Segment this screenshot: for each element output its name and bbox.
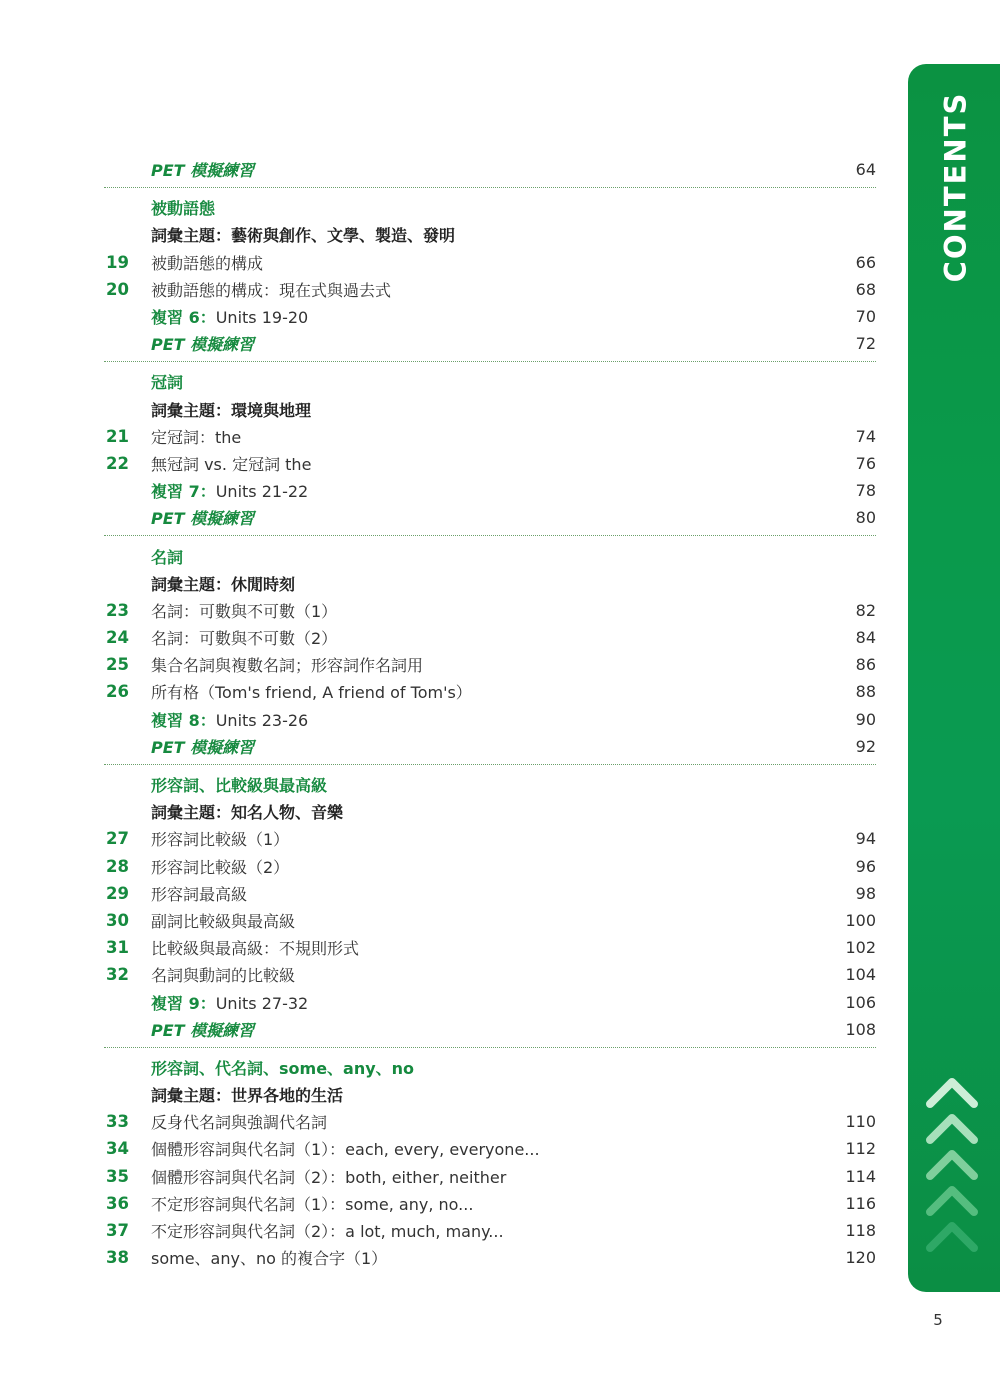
page-ref: 106 [845, 992, 876, 1012]
entry-title: 形容詞比較級（2） [151, 857, 290, 877]
unit-number: 19 [106, 252, 129, 272]
entry-title: 詞彙主題：休閒時刻 [151, 574, 296, 594]
toc-row-pet [104, 330, 876, 357]
entry-title: 定冠詞：the [151, 427, 242, 447]
review-label: 複習 9： [151, 993, 216, 1013]
unit-number: 22 [106, 453, 129, 473]
entry-title: PET 模擬練習 [151, 737, 255, 757]
entry-title: 名詞：可數與不可數（1） [151, 601, 338, 621]
entry-title [151, 991, 816, 1014]
toc-row-unit [104, 934, 876, 961]
toc-row-pet [104, 504, 876, 531]
unit-number: 27 [106, 829, 129, 849]
toc-row-heading [104, 194, 876, 221]
page-ref: 64 [855, 160, 876, 180]
toc-row-heading [104, 542, 876, 569]
review-units: Units 23-26 [215, 710, 309, 730]
entry-title: 詞彙主題：環境與地理 [151, 400, 312, 420]
entry-title: 比較級與最高級：不規則形式 [151, 939, 360, 959]
toc-row-unit [104, 423, 876, 450]
toc-row-unit [104, 1190, 876, 1217]
toc-row-theme [104, 221, 876, 248]
page-ref: 114 [845, 1166, 876, 1186]
toc-row-unit [104, 450, 876, 477]
toc-row-unit [104, 249, 876, 276]
toc-row-unit [104, 1135, 876, 1162]
entry-title: 無冠詞 vs. 定冠詞 the [151, 454, 312, 474]
toc-row-review [104, 988, 876, 1015]
toc-row-unit [104, 651, 876, 678]
entry-title: 詞彙主題：世界各地的生活 [151, 1086, 344, 1106]
unit-number: 34 [106, 1139, 129, 1159]
unit-number: 35 [106, 1166, 129, 1186]
entry-title: PET 模擬練習 [151, 161, 255, 181]
page-ref: 108 [845, 1019, 876, 1039]
page-ref: 72 [855, 334, 876, 354]
toc-row-unit [104, 907, 876, 934]
entry-title: some、any、no 的複合字（1） [151, 1249, 388, 1269]
entry-title: 詞彙主題：知名人物、音樂 [151, 803, 344, 823]
entry-title: 名詞：可數與不可數（2） [151, 629, 338, 649]
unit-number: 30 [106, 910, 129, 930]
toc-section [104, 1054, 876, 1276]
entry-title [151, 305, 816, 328]
entry-title: 個體形容詞與代名詞（1）：each, every, everyone... [151, 1140, 540, 1160]
page-ref: 118 [845, 1221, 876, 1241]
review-label: 複習 8： [151, 710, 216, 730]
toc-row-unit [104, 961, 876, 988]
entry-title [151, 479, 816, 502]
toc-row-unit [104, 678, 876, 705]
entry-title: 形容詞、比較級與最高級 [151, 776, 328, 796]
entry-title: 不定形容詞與代名詞（2）：a lot, much, many... [151, 1222, 504, 1242]
page-ref: 80 [855, 508, 876, 528]
page-ref: 88 [855, 682, 876, 702]
entry-title: 被動語態的構成 [151, 253, 264, 273]
page-ref: 104 [845, 965, 876, 985]
page-ref: 96 [855, 856, 876, 876]
unit-number: 21 [106, 426, 129, 446]
unit-number: 38 [106, 1248, 129, 1268]
toc-row-unit [104, 1163, 876, 1190]
page-ref: 84 [855, 628, 876, 648]
unit-number: 33 [106, 1112, 129, 1132]
page-number: 5 [933, 1311, 943, 1329]
entry-title: 不定形容詞與代名詞（1）：some, any, no... [151, 1194, 474, 1214]
page-ref: 94 [855, 829, 876, 849]
unit-number: 32 [106, 965, 129, 985]
unit-number: 23 [106, 600, 129, 620]
toc-section [104, 156, 876, 188]
entry-title: 名詞 [151, 547, 184, 567]
toc-section [104, 194, 876, 362]
toc-row-unit [104, 1244, 876, 1271]
toc-row-theme [104, 570, 876, 597]
entry-title: PET 模擬練習 [151, 335, 255, 355]
unit-number: 36 [106, 1193, 129, 1213]
review-label: 複習 7： [151, 482, 216, 502]
page-ref: 86 [855, 655, 876, 675]
toc-section [104, 771, 876, 1048]
unit-number: 25 [106, 655, 129, 675]
toc-row-unit [104, 880, 876, 907]
review-label: 複習 6： [151, 308, 216, 328]
page-ref: 78 [855, 481, 876, 501]
entry-title: PET 模擬練習 [151, 1020, 255, 1040]
page-ref: 70 [855, 307, 876, 327]
page-ref: 112 [845, 1139, 876, 1159]
page-ref: 68 [855, 279, 876, 299]
unit-number: 31 [106, 938, 129, 958]
toc-row-theme [104, 1081, 876, 1108]
page-ref: 100 [845, 910, 876, 930]
toc-row-heading [104, 771, 876, 798]
page-ref: 98 [855, 883, 876, 903]
unit-number: 24 [106, 628, 129, 648]
unit-number: 28 [106, 856, 129, 876]
entry-title: 被動語態 [151, 199, 216, 219]
entry-title: 副詞比較級與最高級 [151, 911, 296, 931]
page-ref: 76 [855, 453, 876, 473]
page-ref: 74 [855, 426, 876, 446]
toc-row-heading [104, 1054, 876, 1081]
entry-title: 詞彙主題：藝術與創作、文學、製造、發明 [151, 226, 456, 246]
unit-number: 37 [106, 1221, 129, 1241]
entry-title: 形容詞、代名詞、some、any、no [151, 1058, 415, 1078]
entry-title: 被動語態的構成：現在式與過去式 [151, 280, 392, 300]
contents-tab-label: CONTENTS [938, 91, 972, 282]
toc-row-pet [104, 733, 876, 760]
page-ref: 102 [845, 938, 876, 958]
entry-title: PET 模擬練習 [151, 509, 255, 529]
toc-row-theme [104, 396, 876, 423]
unit-number: 26 [106, 682, 129, 702]
unit-number: 29 [106, 883, 129, 903]
toc-row-unit [104, 1217, 876, 1244]
toc-row-pet [104, 156, 876, 183]
page-ref: 82 [855, 600, 876, 620]
toc-row-unit [104, 853, 876, 880]
entry-title: 個體形容詞與代名詞（2）：both, either, neither [151, 1167, 507, 1187]
entry-title: 反身代名詞與強調代名詞 [151, 1113, 328, 1133]
page-ref: 90 [855, 709, 876, 729]
toc-section [104, 368, 876, 536]
review-units: Units 19-20 [215, 308, 309, 328]
toc-row-heading [104, 368, 876, 395]
entry-title [151, 708, 816, 731]
page-ref: 110 [845, 1112, 876, 1132]
review-units: Units 21-22 [215, 482, 309, 502]
entry-title: 冠詞 [151, 373, 184, 393]
toc-row-review [104, 706, 876, 733]
review-units: Units 27-32 [215, 993, 309, 1013]
toc-row-review [104, 477, 876, 504]
toc-row-pet [104, 1016, 876, 1043]
toc-row-unit [104, 1108, 876, 1135]
page-ref: 116 [845, 1193, 876, 1213]
toc-row-unit [104, 276, 876, 303]
entry-title: 形容詞最高級 [151, 884, 248, 904]
table-of-contents [104, 156, 876, 1281]
toc-section [104, 542, 876, 765]
toc-row-unit [104, 825, 876, 852]
entry-title: 形容詞比較級（1） [151, 830, 290, 850]
page-ref: 120 [845, 1248, 876, 1268]
toc-row-review [104, 303, 876, 330]
unit-number: 20 [106, 279, 129, 299]
contents-tab-title [930, 91, 980, 282]
entry-title: 集合名詞與複數名詞；形容詞作名詞用 [151, 656, 424, 676]
toc-row-unit [104, 597, 876, 624]
toc-row-theme [104, 798, 876, 825]
page-ref: 92 [855, 736, 876, 756]
contents-side-tab [908, 64, 1000, 1292]
page-ref: 66 [855, 252, 876, 272]
entry-title: 所有格（Tom's friend, A friend of Tom's） [151, 683, 472, 703]
entry-title: 名詞與動詞的比較級 [151, 966, 296, 986]
toc-row-unit [104, 624, 876, 651]
chevrons-up-icon [922, 1068, 982, 1268]
